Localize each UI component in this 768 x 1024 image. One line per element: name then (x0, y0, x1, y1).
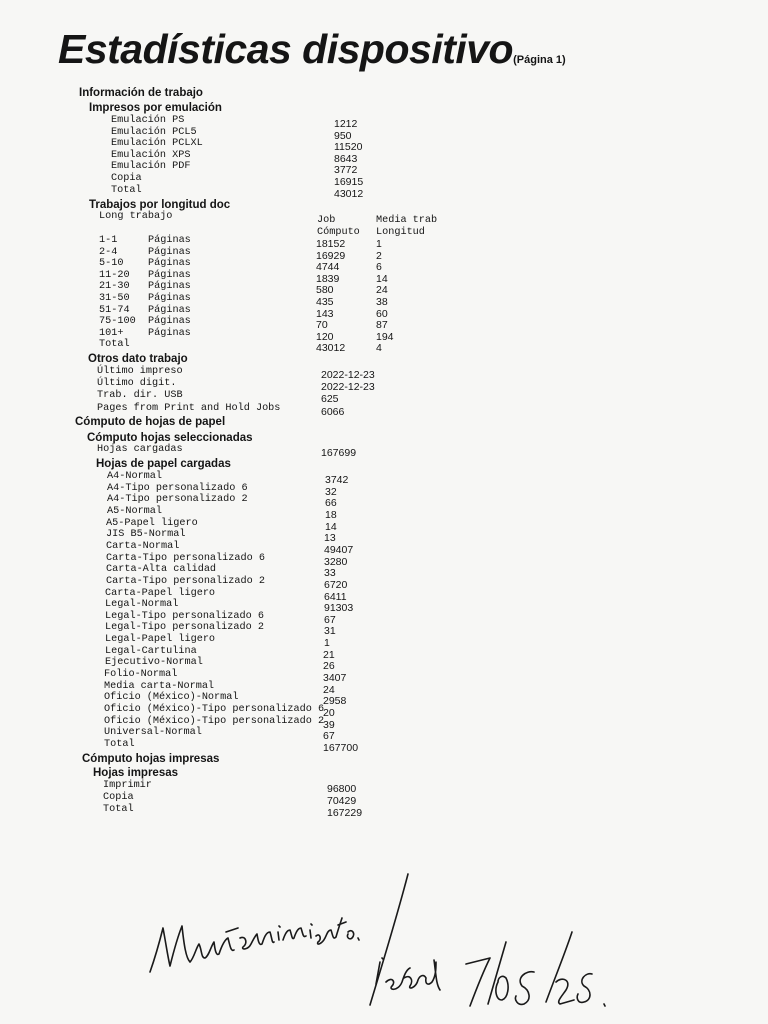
doc-length-row-avg: 4 (376, 342, 382, 355)
loaded-row-label: Legal-Papel ligero (105, 634, 216, 646)
doc-length-row-unit: Páginas (148, 293, 191, 304)
emulation-row-value: 16915 (334, 176, 364, 188)
doc-length-row-count: 1839 (316, 272, 340, 285)
loaded-row-value: 91303 (324, 602, 354, 615)
loaded-row-value: 18 (325, 508, 337, 521)
other-row-value: 2022-12-23 (321, 381, 375, 394)
section-heading-job-info: Información de trabajo (79, 87, 203, 99)
printed-row-label: Total (103, 803, 134, 815)
doc-length-row-unit: Páginas (148, 327, 191, 339)
emulation-row-label: Emulación PDF (111, 161, 191, 173)
doc-length-col-job: Job (317, 215, 336, 226)
loaded-row-label: Carta-Papel ligero (105, 587, 216, 599)
other-row-value: 625 (321, 393, 339, 406)
loaded-row-value: 2958 (323, 695, 347, 708)
doc-length-row-range: 101+ (99, 327, 124, 339)
doc-length-row-range: 2-4 (99, 246, 118, 258)
loaded-row-value: 3742 (325, 474, 349, 486)
loaded-row-value: 3407 (323, 672, 347, 685)
selected-row-value: 167699 (321, 447, 357, 459)
doc-length-row-range: 51-74 (99, 304, 130, 316)
doc-length-row-count: 70 (316, 319, 328, 332)
loaded-row-value: 67 (324, 613, 336, 626)
emulation-row-value: 43012 (334, 187, 364, 200)
emulation-row-value: 11520 (334, 141, 363, 154)
doc-length-row-range: Total (99, 339, 130, 351)
printed-row-value: 96800 (327, 783, 357, 795)
subsection-heading-emulation: Impresos por emulación (89, 102, 222, 114)
other-row-label: Último digit. (97, 378, 177, 390)
handwriting-israel (376, 958, 440, 990)
loaded-row-value: 14 (325, 520, 337, 533)
doc-length-row-unit: Páginas (148, 235, 191, 246)
doc-length-row-unit: Páginas (148, 316, 191, 328)
doc-length-row-count: 4744 (316, 261, 340, 274)
emulation-row-label: Emulación PCLXL (111, 138, 203, 150)
emulation-row-label: Total (111, 184, 142, 196)
selected-row-label: Hojas cargadas (97, 444, 183, 455)
handwriting-slash (370, 874, 408, 1005)
section-heading-sheet-count: Cómputo de hojas de papel (75, 416, 226, 428)
loaded-row-label: Oficio (México)-Tipo personalizado 2 (104, 715, 325, 727)
subsection-heading-printed: Cómputo hojas impresas (82, 753, 220, 765)
subsection-heading-other: Otros dato trabajo (88, 353, 188, 365)
doc-length-row-avg: 87 (376, 319, 388, 332)
doc-length-row-avg: 24 (376, 284, 388, 297)
emulation-row-value: 1212 (334, 118, 358, 130)
doc-length-col-media2: Longitud (376, 227, 425, 238)
loaded-row-label: Folio-Normal (104, 669, 178, 681)
loaded-row-label: Universal-Normal (104, 727, 202, 739)
loaded-row-value: 6411 (324, 590, 347, 603)
printed-row-value: 70429 (327, 794, 357, 807)
doc-length-row-unit: Páginas (148, 304, 191, 316)
doc-length-row-range: 31-50 (99, 293, 130, 304)
loaded-row-label: Media carta-Normal (104, 680, 215, 692)
emulation-row-value: 950 (334, 129, 352, 142)
other-row-value: 6066 (321, 405, 345, 418)
loaded-row-label: Carta-Tipo personalizado 6 (106, 552, 265, 564)
doc-length-row-unit: Páginas (148, 258, 191, 270)
handwriting-date (466, 932, 605, 1006)
loaded-row-label: Legal-Tipo personalizado 2 (105, 622, 264, 634)
doc-length-row-avg: 38 (376, 296, 388, 308)
loaded-row-value: 167700 (323, 741, 359, 754)
loaded-row-value: 31 (324, 625, 336, 638)
loaded-row-value: 39 (323, 718, 335, 731)
printed-row-label: Imprimir (103, 780, 152, 791)
doc-length-row-count: 435 (316, 296, 334, 308)
doc-length-row-avg: 2 (376, 249, 382, 262)
loaded-row-value: 26 (323, 660, 335, 673)
loaded-row-value: 6720 (324, 578, 348, 591)
doc-length-row-range: 5-10 (99, 258, 124, 270)
doc-length-row-avg: 1 (376, 238, 382, 250)
loaded-row-value: 13 (324, 532, 336, 545)
loaded-row-value: 24 (323, 683, 335, 696)
loaded-row-value: 32 (325, 485, 337, 498)
loaded-row-label: A5-Papel ligero (106, 517, 198, 529)
doc-length-row-count: 580 (316, 284, 334, 297)
printed-row-label: Copia (103, 791, 134, 803)
emulation-row-value: 8643 (334, 152, 358, 165)
other-row-label: Trab. dir. USB (97, 390, 183, 402)
other-row-label: Último impreso (97, 366, 183, 377)
emulation-row-label: Copia (111, 173, 142, 184)
loaded-row-value: 49407 (324, 543, 354, 556)
loaded-row-value: 3280 (324, 555, 348, 568)
doc-length-row-count: 18152 (316, 238, 346, 250)
doc-length-row-avg: 6 (376, 261, 382, 274)
loaded-row-label: A4-Normal (107, 471, 163, 482)
doc-length-row-avg: 14 (376, 272, 388, 285)
loaded-row-label: A4-Tipo personalizado 2 (107, 494, 248, 506)
doc-length-row-count: 143 (316, 307, 334, 320)
loaded-row-label: Legal-Normal (105, 599, 179, 611)
emulation-row-value: 3772 (334, 164, 358, 177)
doc-length-row-unit: Páginas (148, 269, 191, 281)
loaded-row-value: 21 (323, 648, 335, 661)
loaded-row-label: Carta-Alta calidad (106, 564, 217, 576)
subsection-heading-printed-sheets: Hojas impresas (93, 767, 179, 779)
doc-length-row-count: 43012 (316, 342, 346, 355)
loaded-row-label: Oficio (México)-Normal (104, 692, 239, 704)
loaded-row-label: A5-Normal (107, 505, 163, 517)
doc-length-row-range: 1-1 (99, 235, 118, 246)
subsection-heading-loaded: Hojas de papel cargadas (96, 458, 231, 470)
doc-length-row-avg: 60 (376, 307, 388, 320)
loaded-row-value: 20 (323, 707, 335, 719)
loaded-row-label: Total (104, 738, 135, 750)
loaded-row-value: 1 (324, 637, 330, 650)
doc-length-row-unit: Páginas (148, 281, 191, 293)
loaded-row-label: JIS B5-Normal (106, 529, 186, 541)
loaded-row-label: Carta-Normal (106, 540, 180, 552)
loaded-row-label: A4-Tipo personalizado 6 (107, 482, 248, 494)
loaded-row-label: Carta-Tipo personalizado 2 (106, 575, 265, 587)
emulation-row-label: Emulación PCL5 (111, 126, 197, 138)
doc-length-row-count: 120 (316, 330, 334, 343)
doc-length-col-media: Media trab (376, 215, 438, 226)
doc-length-col-label: Long trabajo (99, 211, 173, 222)
loaded-row-value: 67 (323, 730, 335, 743)
loaded-row-value: 66 (325, 497, 337, 510)
loaded-row-label: Ejecutivo-Normal (105, 657, 203, 669)
doc-length-row-range: 21-30 (99, 281, 130, 293)
loaded-row-label: Oficio (México)-Tipo personalizado 6 (104, 704, 325, 715)
other-row-label: Pages from Print and Hold Jobs (97, 402, 281, 414)
emulation-row-label: Emulación PS (111, 115, 185, 126)
handwriting-mantenimiento (150, 918, 359, 972)
doc-length-row-unit: Páginas (148, 246, 191, 258)
loaded-row-label: Legal-Cartulina (105, 645, 197, 657)
doc-length-row-range: 11-20 (99, 269, 130, 281)
loaded-row-value: 33 (324, 567, 336, 580)
doc-length-row-avg: 194 (376, 330, 394, 343)
subsection-heading-selected: Cómputo hojas seleccionadas (87, 432, 253, 444)
emulation-row-label: Emulación XPS (111, 149, 191, 161)
page-subtitle: (Página 1) (513, 54, 566, 66)
doc-length-row-range: 75-100 (99, 316, 136, 328)
other-row-value: 2022-12-23 (321, 369, 375, 381)
printed-row-value: 167229 (327, 806, 363, 819)
doc-length-col-job2: Cómputo (317, 227, 360, 238)
doc-length-row-count: 16929 (316, 249, 346, 262)
loaded-row-label: Legal-Tipo personalizado 6 (105, 610, 264, 622)
page-title-text: Estadísticas dispositivo (58, 26, 514, 72)
subsection-heading-doc-length: Trabajos por longitud doc (89, 199, 231, 211)
